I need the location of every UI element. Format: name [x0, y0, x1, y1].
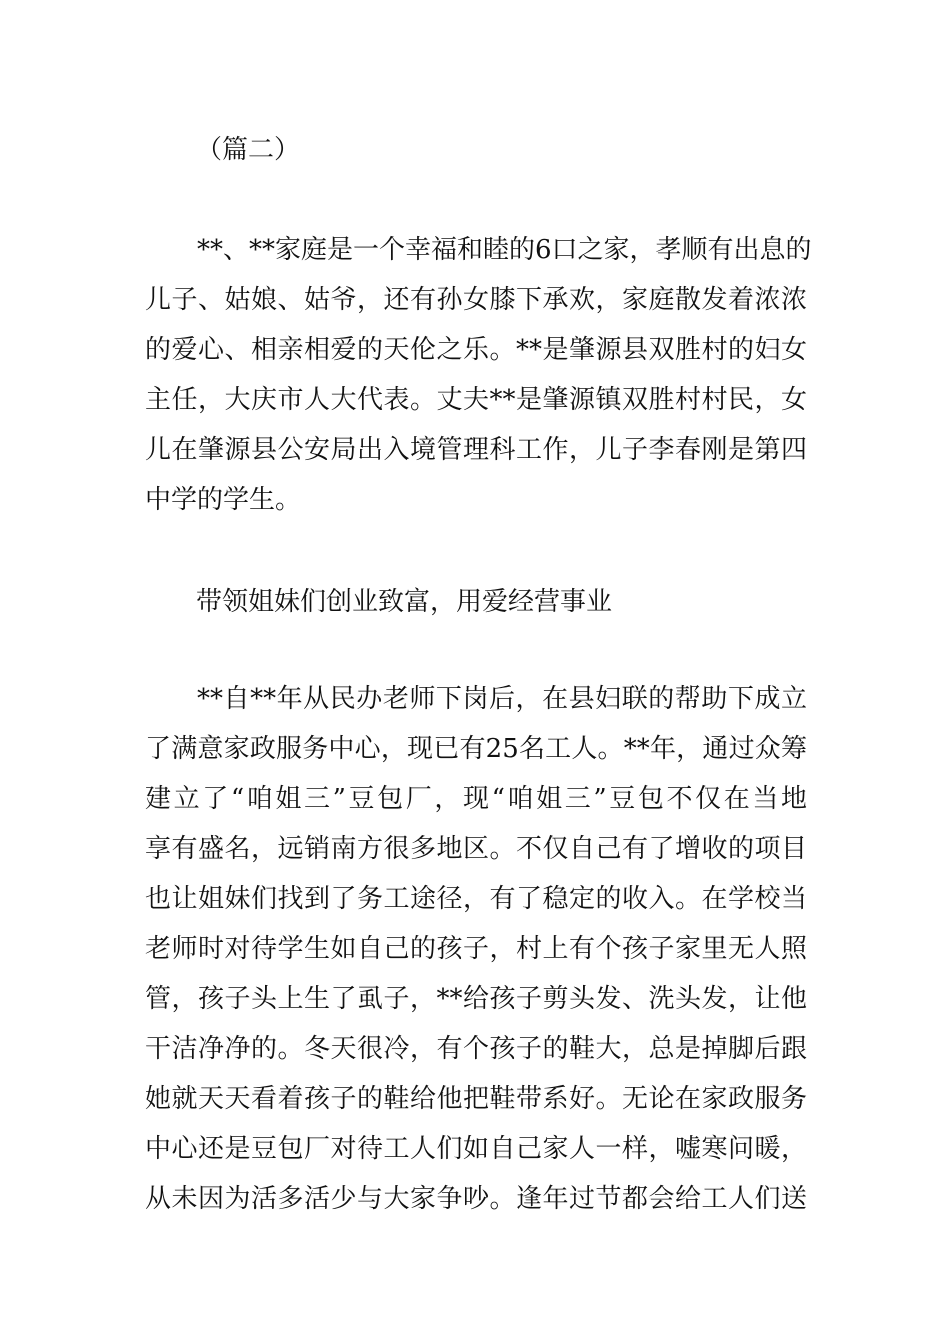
section-title: 带领姐妹们创业致富，用爱经营事业	[196, 587, 613, 617]
paragraph-line: 建立了“咱姐三”豆包厂，现“咱姐三”豆包不仅在当地	[145, 784, 807, 814]
paragraph-line: 她就天天看着孩子的鞋给他把鞋带系好。无论在家政服务	[145, 1084, 807, 1114]
paragraph-line: 享有盛名，远销南方很多地区。不仅自己有了增收的项目	[145, 834, 807, 864]
paragraph-family-intro	[145, 225, 812, 525]
paragraph-line: **自**年从民办老师下岗后，在县妇联的帮助下成立	[197, 684, 807, 714]
paragraph-line: 中学的学生。	[145, 485, 302, 515]
paragraph-line: 管，孩子头上生了虱子，**给孩子剪头发、洗头发，让他	[145, 984, 807, 1014]
paragraph-line: 主任，大庆市人大代表。丈夫**是肇源镇双胜村村民，女	[145, 385, 807, 415]
paragraph-line: 中心还是豆包厂对待工人们如自己家人一样，嘘寒问暖，	[145, 1134, 807, 1164]
section-heading: （篇二）	[196, 135, 301, 165]
paragraph-line: 也让姐妹们找到了务工途径，有了稳定的收入。在学校当	[145, 884, 807, 914]
paragraph-line: 老师时对待学生如自己的孩子，村上有个孩子家里无人照	[145, 934, 807, 964]
paragraph-line: **、**家庭是一个幸福和睦的6口之家，孝顺有出息的	[197, 235, 812, 265]
paragraph-line: 干洁净净的。冬天很冷，有个孩子的鞋大，总是掉脚后跟	[145, 1034, 807, 1064]
paragraph-line: 儿子、姑娘、姑爷，还有孙女膝下承欢，家庭散发着浓浓	[145, 285, 807, 315]
paragraph-entrepreneurship	[145, 674, 807, 1224]
paragraph-line: 儿在肇源县公安局出入境管理科工作，儿子李春刚是第四	[145, 435, 807, 465]
paragraph-line: 从未因为活多活少与大家争吵。逢年过节都会给工人们送	[145, 1184, 807, 1214]
paragraph-line: 的爱心、相亲相爱的天伦之乐。**是肇源县双胜村的妇女	[145, 335, 807, 365]
paragraph-line: 了满意家政服务中心，现已有25名工人。**年，通过众筹	[145, 734, 807, 764]
